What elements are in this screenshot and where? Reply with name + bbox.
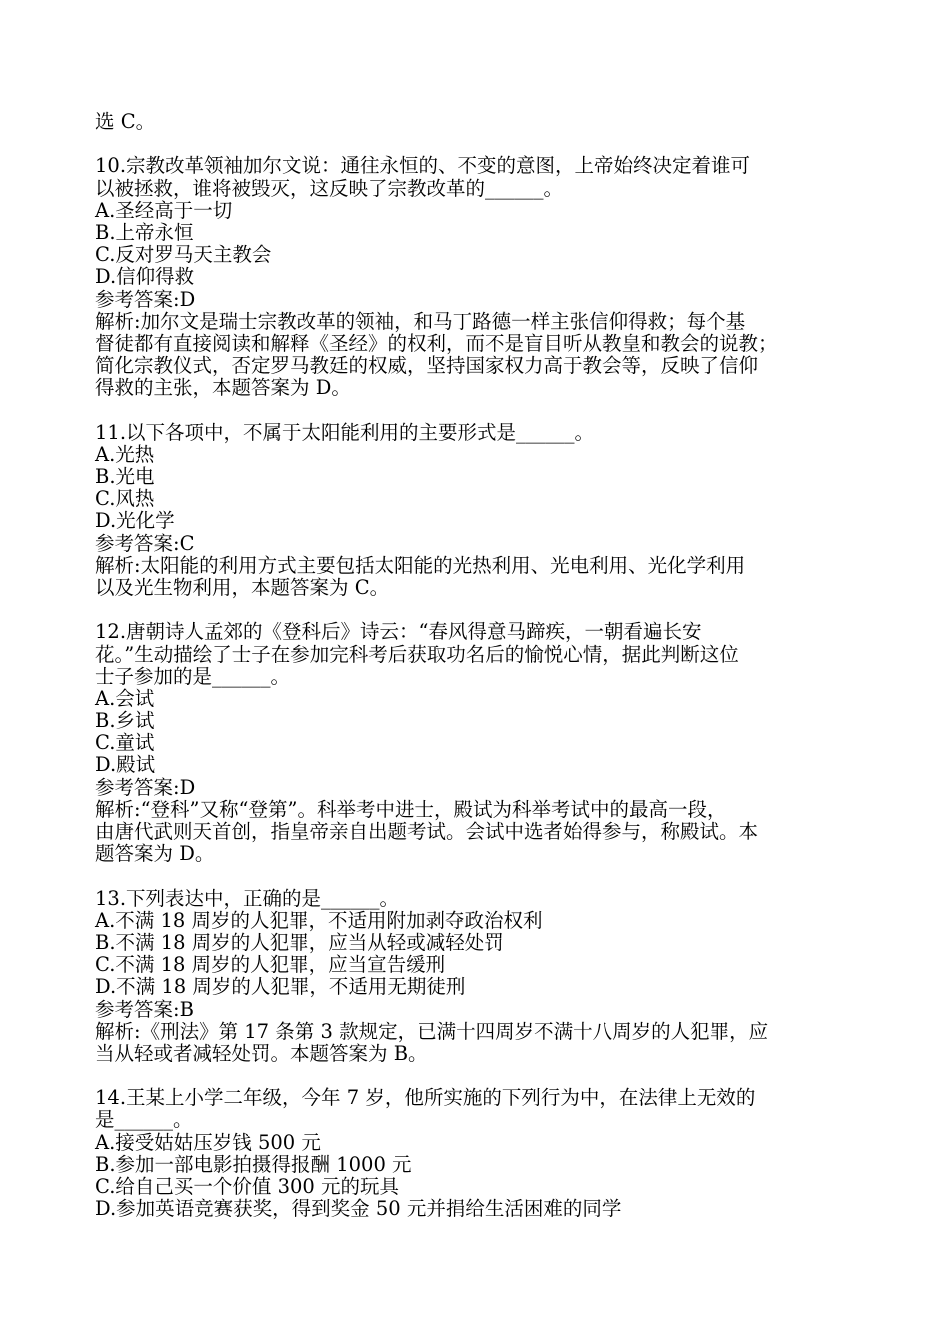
option-d: D.不满 18 周岁的人犯罪，不适用无期徒刑: [95, 975, 466, 999]
option-c: C.风热: [95, 487, 155, 511]
question-stem: 14.王某上小学二年级，今年 7 岁，他所实施的下列行为中，在法律上无效的: [95, 1086, 756, 1110]
question-12: [95, 621, 875, 865]
option-d: D.信仰得救: [95, 265, 195, 289]
option-c: C.反对罗马天主教会: [95, 243, 272, 267]
option-b: B.光电: [95, 465, 155, 488]
analysis: 解析:加尔文是瑞士宗教改革的领袖，和马丁路德一样主张信仰得救；每个基: [95, 309, 746, 333]
question-13: [95, 888, 875, 1066]
spacer: [95, 599, 875, 621]
option-c: C.不满 18 周岁的人犯罪，应当宣告缓刑: [95, 953, 446, 977]
option-d: D.殿试: [95, 753, 156, 777]
question-stem: 10.宗教改革领袖加尔文说：通往永恒的、不变的意图，上帝始终决定着谁可: [95, 154, 751, 178]
option-a: A.不满 18 周岁的人犯罪，不适用附加剥夺政治权利: [95, 908, 543, 932]
option-b: B.乡试: [95, 709, 155, 733]
spacer: [95, 1065, 875, 1087]
question-11: [95, 422, 875, 600]
reference-answer: 参考答案:C: [95, 531, 195, 555]
spacer: [95, 399, 875, 421]
question-10: [95, 155, 875, 399]
option-a: A.圣经高于一切: [95, 198, 233, 222]
option-c: C.给自己买一个价值 300 元的玩具: [95, 1175, 400, 1198]
option-c: C.童试: [95, 731, 155, 755]
analysis: 以及光生物利用，本题答案为 C。: [95, 575, 390, 599]
analysis: 题答案为 D。: [95, 842, 215, 866]
question-stem: 11.以下各项中，不属于太阳能利用的主要形式是______。: [95, 420, 595, 444]
analysis: 当从轻或者减轻处罚。本题答案为 B。: [95, 1041, 428, 1065]
question-stem: 花。”生动描绘了士子在参加完科考后获取功名后的愉悦心情，据此判断这位: [95, 642, 739, 666]
option-b: B.参加一部电影拍摄得报酬 1000 元: [95, 1152, 412, 1176]
question-stem: 士子参加的是______。: [95, 664, 291, 688]
option-a: A.会试: [95, 686, 155, 710]
intro-tail: 选 C。: [95, 110, 156, 133]
spacer: [95, 865, 875, 887]
option-a: A.光热: [95, 442, 155, 466]
option-d: D.参加英语竞赛获奖，得到奖金 50 元并捐给生活困难的同学: [95, 1197, 622, 1221]
question-14: [95, 1087, 875, 1220]
option-a: A.接受姑姑压岁钱 500 元: [95, 1130, 321, 1154]
question-stem: 13.下列表达中，正确的是______。: [95, 886, 400, 910]
reference-answer: 参考答案:B: [95, 997, 194, 1021]
analysis: 解析:太阳能的利用方式主要包括太阳能的光热利用、光电利用、光化学利用: [95, 553, 746, 577]
analysis: 由唐代武则天首创，指皇帝亲自出题考试。会试中选者始得参与，称殿试。本: [95, 820, 759, 843]
question-stem: 以被拯救，谁将被毁灭，这反映了宗教改革的______。: [95, 176, 564, 200]
reference-answer: 参考答案:D: [95, 775, 196, 799]
reference-answer: 参考答案:D: [95, 287, 196, 311]
option-b: B.不满 18 周岁的人犯罪，应当从轻或减轻处罚: [95, 930, 504, 954]
analysis: 解析:“登科”又称“登第”。科举考中进士，殿试为科举考试中的最高一段，: [95, 797, 727, 821]
option-b: B.上帝永恒: [95, 220, 194, 244]
analysis: 得救的主张，本题答案为 D。: [95, 376, 351, 400]
analysis: 简化宗教仪式，否定罗马教廷的权威，坚持国家权力高于教会等，反映了信仰: [95, 354, 759, 378]
option-d: D.光化学: [95, 509, 175, 533]
document-page: [95, 111, 875, 1220]
question-stem: 12.唐朝诗人孟郊的《登科后》诗云：“春风得意马蹄疾，一朝看遍长安: [95, 620, 702, 644]
question-stem: 是______。: [95, 1108, 193, 1132]
analysis: 督徒都有直接阅读和解释《圣经》的权利，而不是盲目听从教皇和教会的说教；: [95, 331, 778, 355]
spacer: [95, 133, 875, 155]
analysis: 解析:《刑法》第 17 条第 3 款规定，已满十四周岁不满十八周岁的人犯罪，应: [95, 1019, 769, 1043]
